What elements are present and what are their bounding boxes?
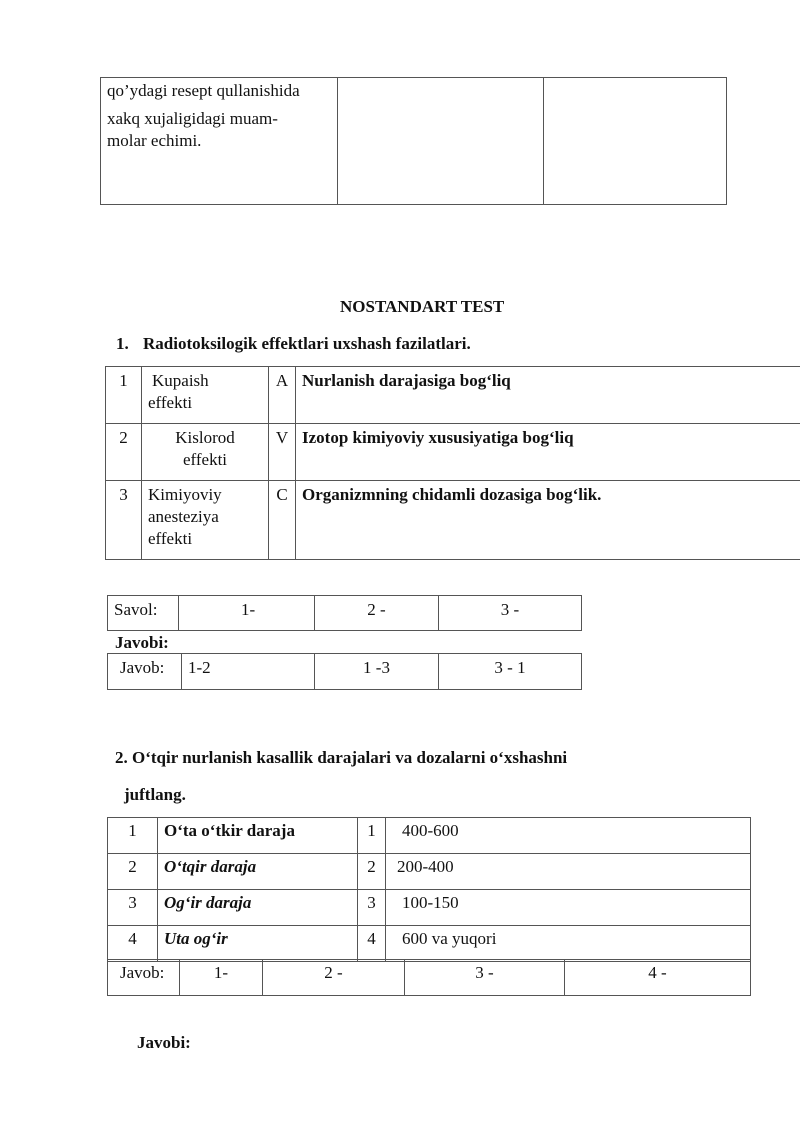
q1-name-line: Kimiyoviy: [148, 485, 222, 504]
q1-row-name: [142, 367, 269, 424]
q2-row-dose: 200-400: [386, 854, 751, 890]
q2-javob-cell-4: 4 -: [565, 960, 751, 996]
q1-row-name: [142, 481, 269, 560]
q2-text-line-1: 2. O‘tqir nurlanish kasallik darajalari va dozalarni o‘xshashni: [115, 748, 568, 767]
q1-name-line: effekti: [182, 450, 228, 469]
top-table-cell-2: [338, 78, 544, 205]
q2-row-number: 1: [108, 818, 158, 854]
q1-text: Radiotoksilogik effektlari uxshash fazilatlari.: [143, 334, 471, 353]
q2-row-name: Og‘ir daraja: [158, 890, 358, 926]
q1-name-line: anesteziya: [148, 507, 219, 526]
javob-cell-2: 1 -3: [315, 654, 439, 690]
q2-javob-table: [107, 959, 751, 996]
q2-row-key: 4: [358, 926, 386, 962]
q2-row-name: O‘tqir daraja: [158, 854, 358, 890]
q2-row-name: O‘ta o‘tkir daraja: [158, 818, 358, 854]
top-table-line-1: qo’ydagi resept qullanishida: [107, 81, 300, 100]
q1-number: 1.: [116, 334, 129, 353]
q2-javobi-label: Javobi:: [137, 1033, 191, 1052]
q2-javob-label: Javob:: [108, 960, 180, 996]
q1-table: [105, 366, 800, 560]
javob-cell-1: 1-2: [182, 654, 315, 690]
q2-text-line-2: juftlang.: [124, 785, 186, 804]
javob-label: Javob:: [108, 654, 182, 690]
q2-row-key: 2: [358, 854, 386, 890]
page-title: NOSTANDART TEST: [340, 297, 505, 316]
q1-row-desc: Izotop kimiyoviy xususiyatiga bog‘liq: [296, 424, 800, 481]
javob-cell-3: 3 - 1: [439, 654, 582, 690]
q2-row-dose: 400-600: [386, 818, 751, 854]
q2-javob-cell-1: 1-: [180, 960, 263, 996]
q2-row-key: 1: [358, 818, 386, 854]
top-table-line-3: molar echimi.: [107, 131, 202, 150]
q1-row-number: 2: [106, 424, 142, 481]
q1-row: [106, 424, 800, 481]
q1-name-line: effekti: [148, 393, 193, 412]
q1-savol-table: [107, 595, 582, 631]
q1-row-name: [142, 424, 269, 481]
q2-row-number: 2: [108, 854, 158, 890]
q2-row: [108, 926, 751, 962]
q1-row-letter: A: [269, 367, 296, 424]
q2-javob-cell-3: 3 -: [405, 960, 565, 996]
q1-name-line: Kupaish: [152, 371, 209, 390]
top-table-line-2: xakq xujaligidagi muam-: [107, 109, 278, 128]
q1-row-desc: Organizmning chidamli dozasiga bog‘lik.: [296, 481, 800, 560]
savol-cell-2: 2 -: [315, 596, 439, 631]
q1-row-number: 1: [106, 367, 142, 424]
top-table-cell-3: [544, 78, 727, 205]
savol-cell-1: 1-: [179, 596, 315, 631]
savol-cell-3: 3 -: [439, 596, 582, 631]
q1-javobi-label: Javobi:: [115, 633, 169, 652]
q1-name-line: Kislorod: [175, 428, 235, 447]
q2-row-dose: 100-150: [386, 890, 751, 926]
q2-row-key: 3: [358, 890, 386, 926]
q2-table: [107, 817, 751, 962]
q1-row-desc: Nurlanish darajasiga bog‘liq: [296, 367, 800, 424]
q1-row-letter: C: [269, 481, 296, 560]
q2-row: [108, 818, 751, 854]
q1-name-line: effekti: [148, 529, 193, 548]
q2-row-number: 4: [108, 926, 158, 962]
q2-row: [108, 854, 751, 890]
top-table-cell-1: [101, 78, 338, 205]
q2-row-name: Uta og‘ir: [158, 926, 358, 962]
savol-label: Savol:: [108, 596, 179, 631]
q2-row-number: 3: [108, 890, 158, 926]
q1-row-number: 3: [106, 481, 142, 560]
top-table: [100, 77, 727, 205]
q1-row-letter: V: [269, 424, 296, 481]
q2-row: [108, 890, 751, 926]
q1-row: [106, 481, 800, 560]
q2-row-dose: 600 va yuqori: [386, 926, 751, 962]
q1-javob-table: [107, 653, 582, 690]
q1-row: [106, 367, 800, 424]
q2-javob-cell-2: 2 -: [263, 960, 405, 996]
